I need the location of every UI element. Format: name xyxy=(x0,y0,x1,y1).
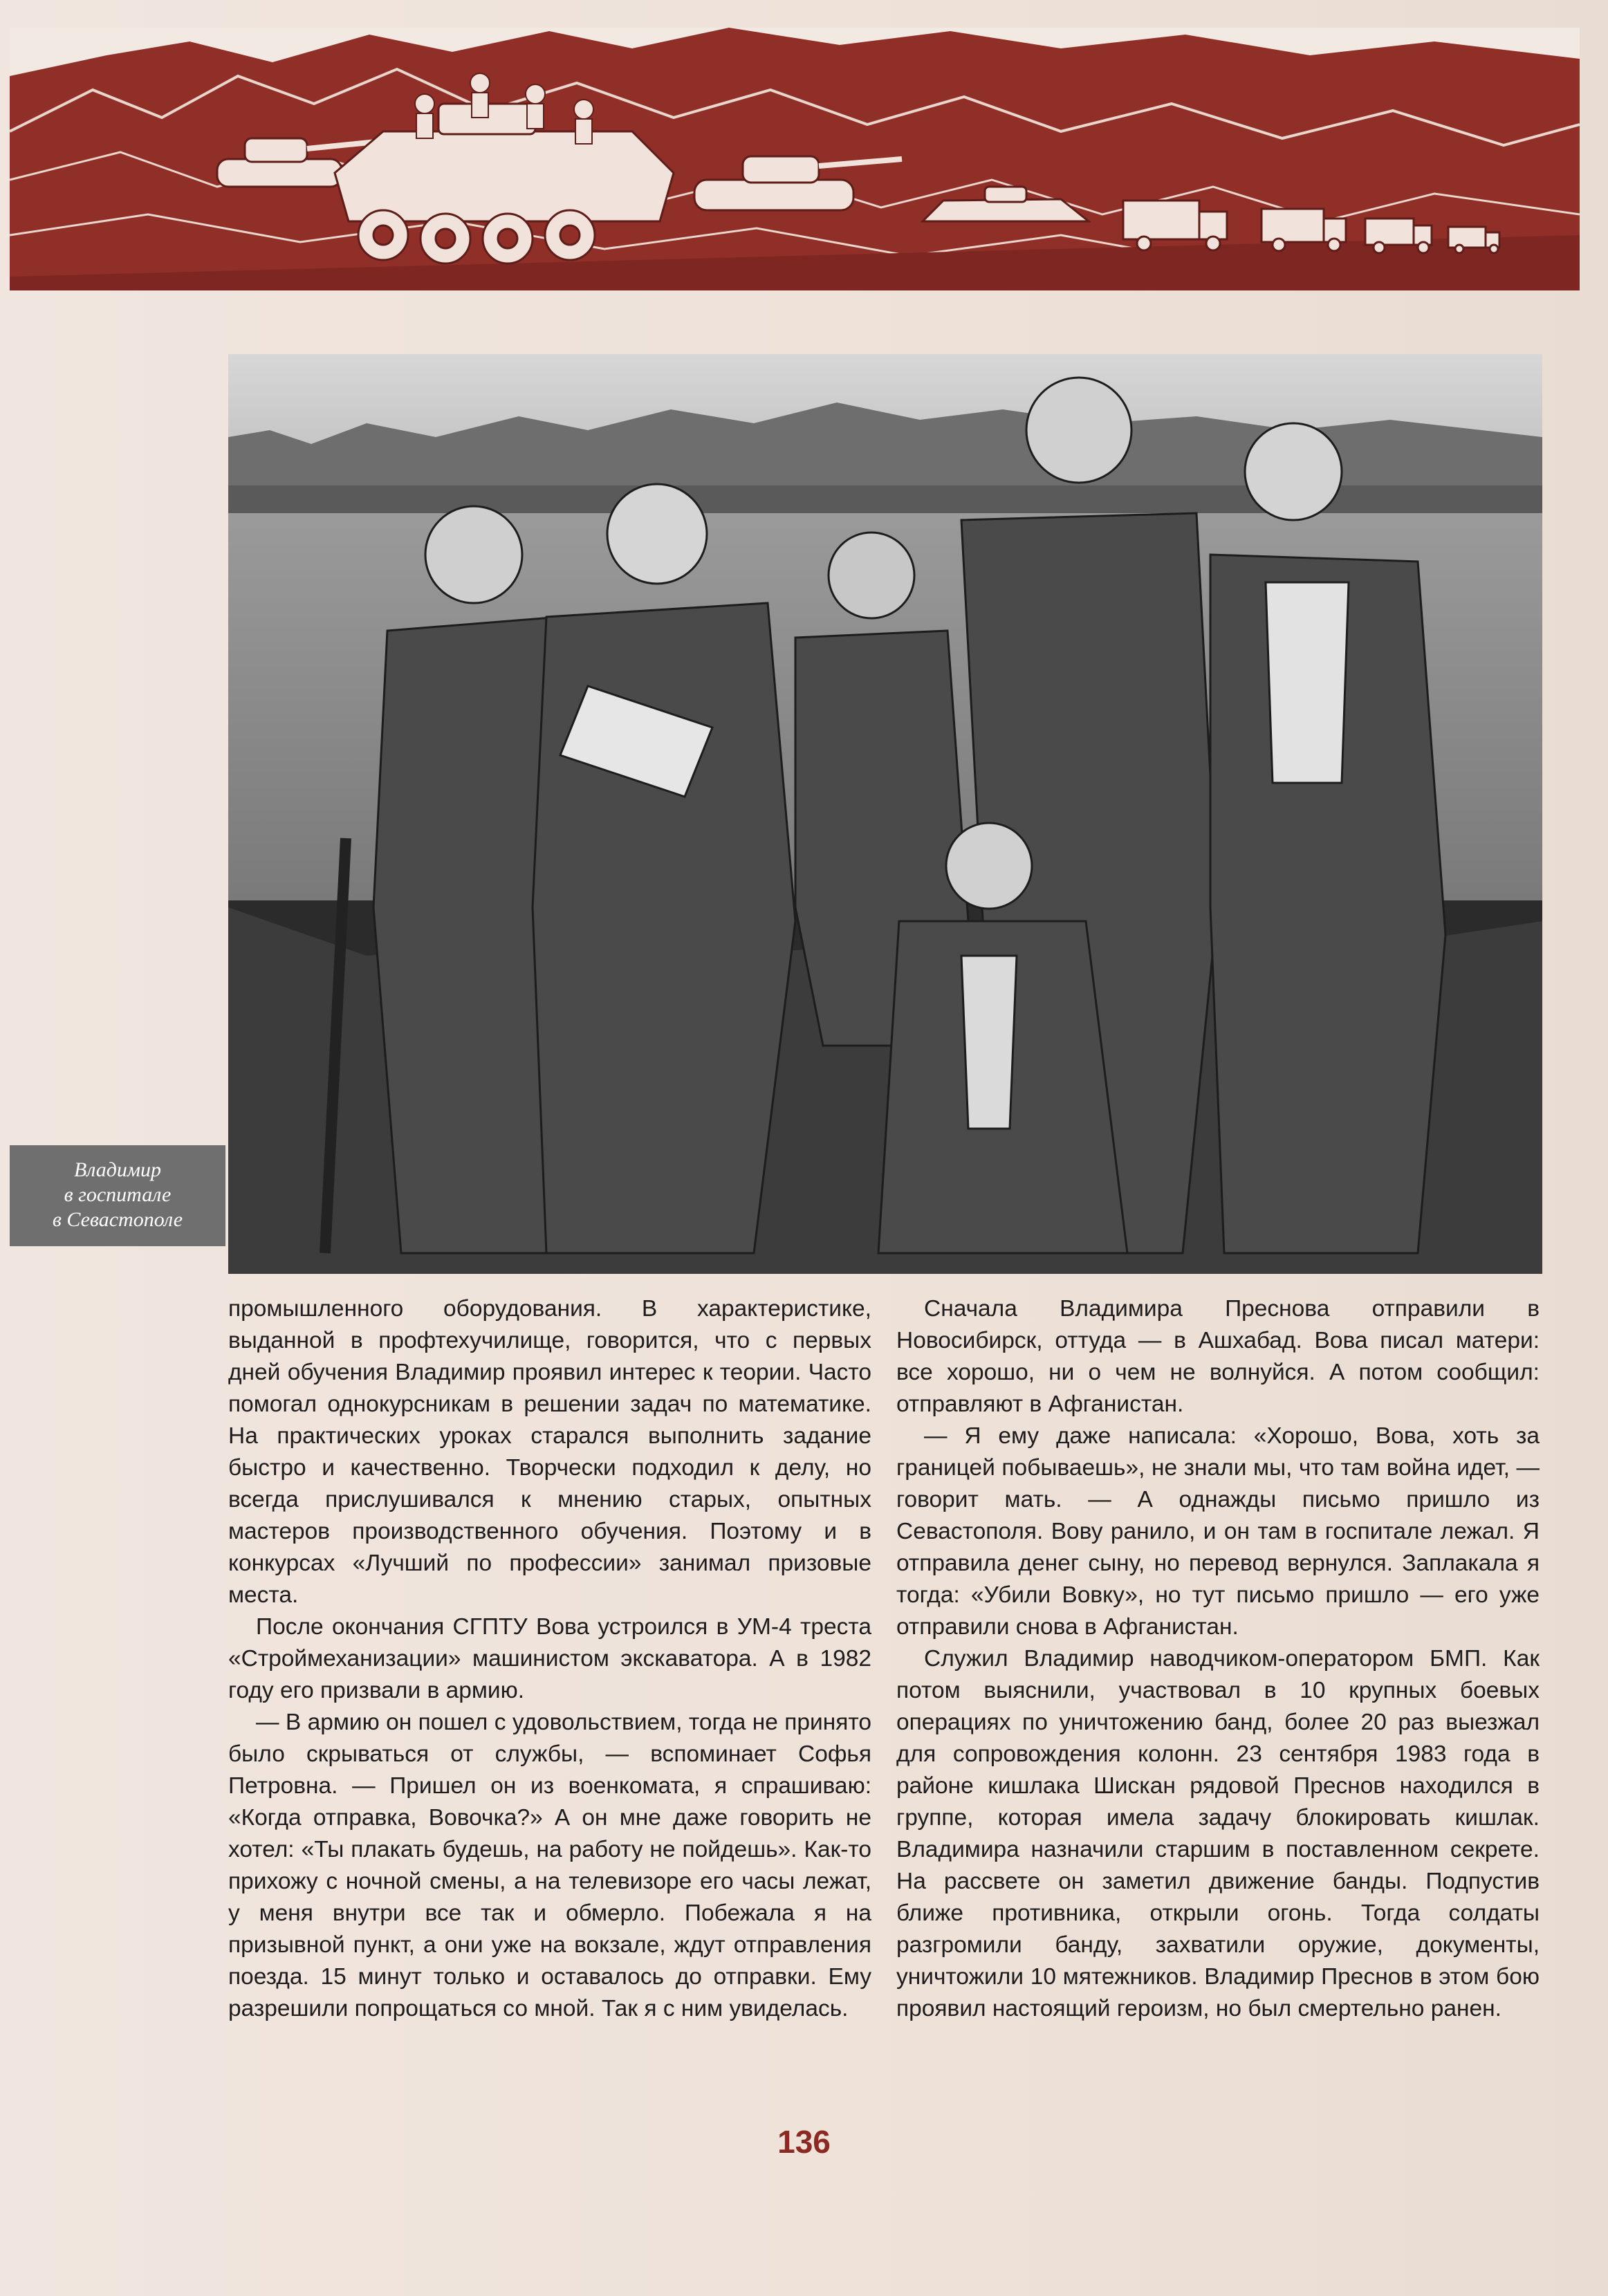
paragraph: промышленного оборудования. В характеристике, выданной в профтехучилище, говорится, что с первых дней обучения Владимир проявил интерес к теории. Часто помогал однокурсникам в решении задач по математике. На практических уроках старался выполнить задание быстро и качественно. Творчески подходил к делу, но всегда прислушивался к мнению старых, опытных мастеров производственного обучения. Поэтому и в конкурсах «Лучший по профессии» занимал призовые места. xyxy=(228,1296,871,1608)
article-column-right xyxy=(896,1293,1540,2025)
photo-caption xyxy=(10,1145,225,1246)
paragraph: После окончания СГПТУ Вова устроился в УМ-4 треста «Строймеханизации» машинистом экскаватора. А в 1982 году его призвали в армию. xyxy=(228,1614,871,1703)
page-number: 136 xyxy=(777,2124,831,2160)
paragraph: — В армию он пошел с удовольствием, тогда не принято было скрываться от службы, — вспоминает Софья Петровна. — Пришел он из военкомата, я спрашиваю: «Когда отправка, Вовочка?» А он мне даже говорить не хотел: «Ты плакать будешь, на работу не пойдешь». Как-то прихожу с ночной смены, а на телевизоре его часы лежат, у меня внутри все так и обмерло. Побежала я на призывной пункт, а они уже на вокзале, ждут отправления поезда. 15 минут только и оставалось до отправки. Ему разрешили попрощаться со мной. Так я с ним увиделась. xyxy=(228,1710,871,2021)
paragraph: Служил Владимир наводчиком-оператором БМП. Как потом выяснили, участвовал в 10 крупных боевых операциях по уничтожению банд, более 20 раз выезжал для сопровождения колонн. 23 сентября 1983 года в районе кишлака Шискан рядовой Преснов находился в группе, которая имела задачу блокировать кишлак. Владимира назначили старшим в поставленном секрете. На рассвете он заметил движение банды. Подпустив ближе противника, открыли огонь. Тогда солдаты разгромили банду, захватили оружие, документы, уничтожили 10 мятежников. Владимир Преснов в этом бою проявил настоящий героизм, но был смертельно ранен. xyxy=(896,1646,1540,2021)
paragraph: — Я ему даже написала: «Хорошо, Вова, хоть за границей побываешь», не знали мы, что там война идет, — говорит мать. — А однажды письмо пришло из Севастополя. Вову ранило, и он там в госпитале лежал. Я отправила денег сыну, но перевод вернулся. Заплакала я тогда: «Убили Вовку», но тут письмо пришло — его уже отправили снова в Афганистан. xyxy=(896,1423,1540,1640)
paragraph: Сначала Владимира Преснова отправили в Новосибирск, оттуда — в Ашхабад. Вова писал матери: все хорошо, ни о чем не волнуйся. А потом сообщил: отправляют в Афганистан. xyxy=(896,1296,1540,1417)
hospital-group-photo xyxy=(228,354,1542,1274)
caption-line-1: Владимир xyxy=(73,1158,162,1181)
caption-line-2: в госпитале xyxy=(64,1183,172,1206)
banner-military-column xyxy=(10,28,1580,290)
article-column-left xyxy=(228,1293,871,2025)
caption-line-3: в Севастополе xyxy=(52,1208,183,1231)
